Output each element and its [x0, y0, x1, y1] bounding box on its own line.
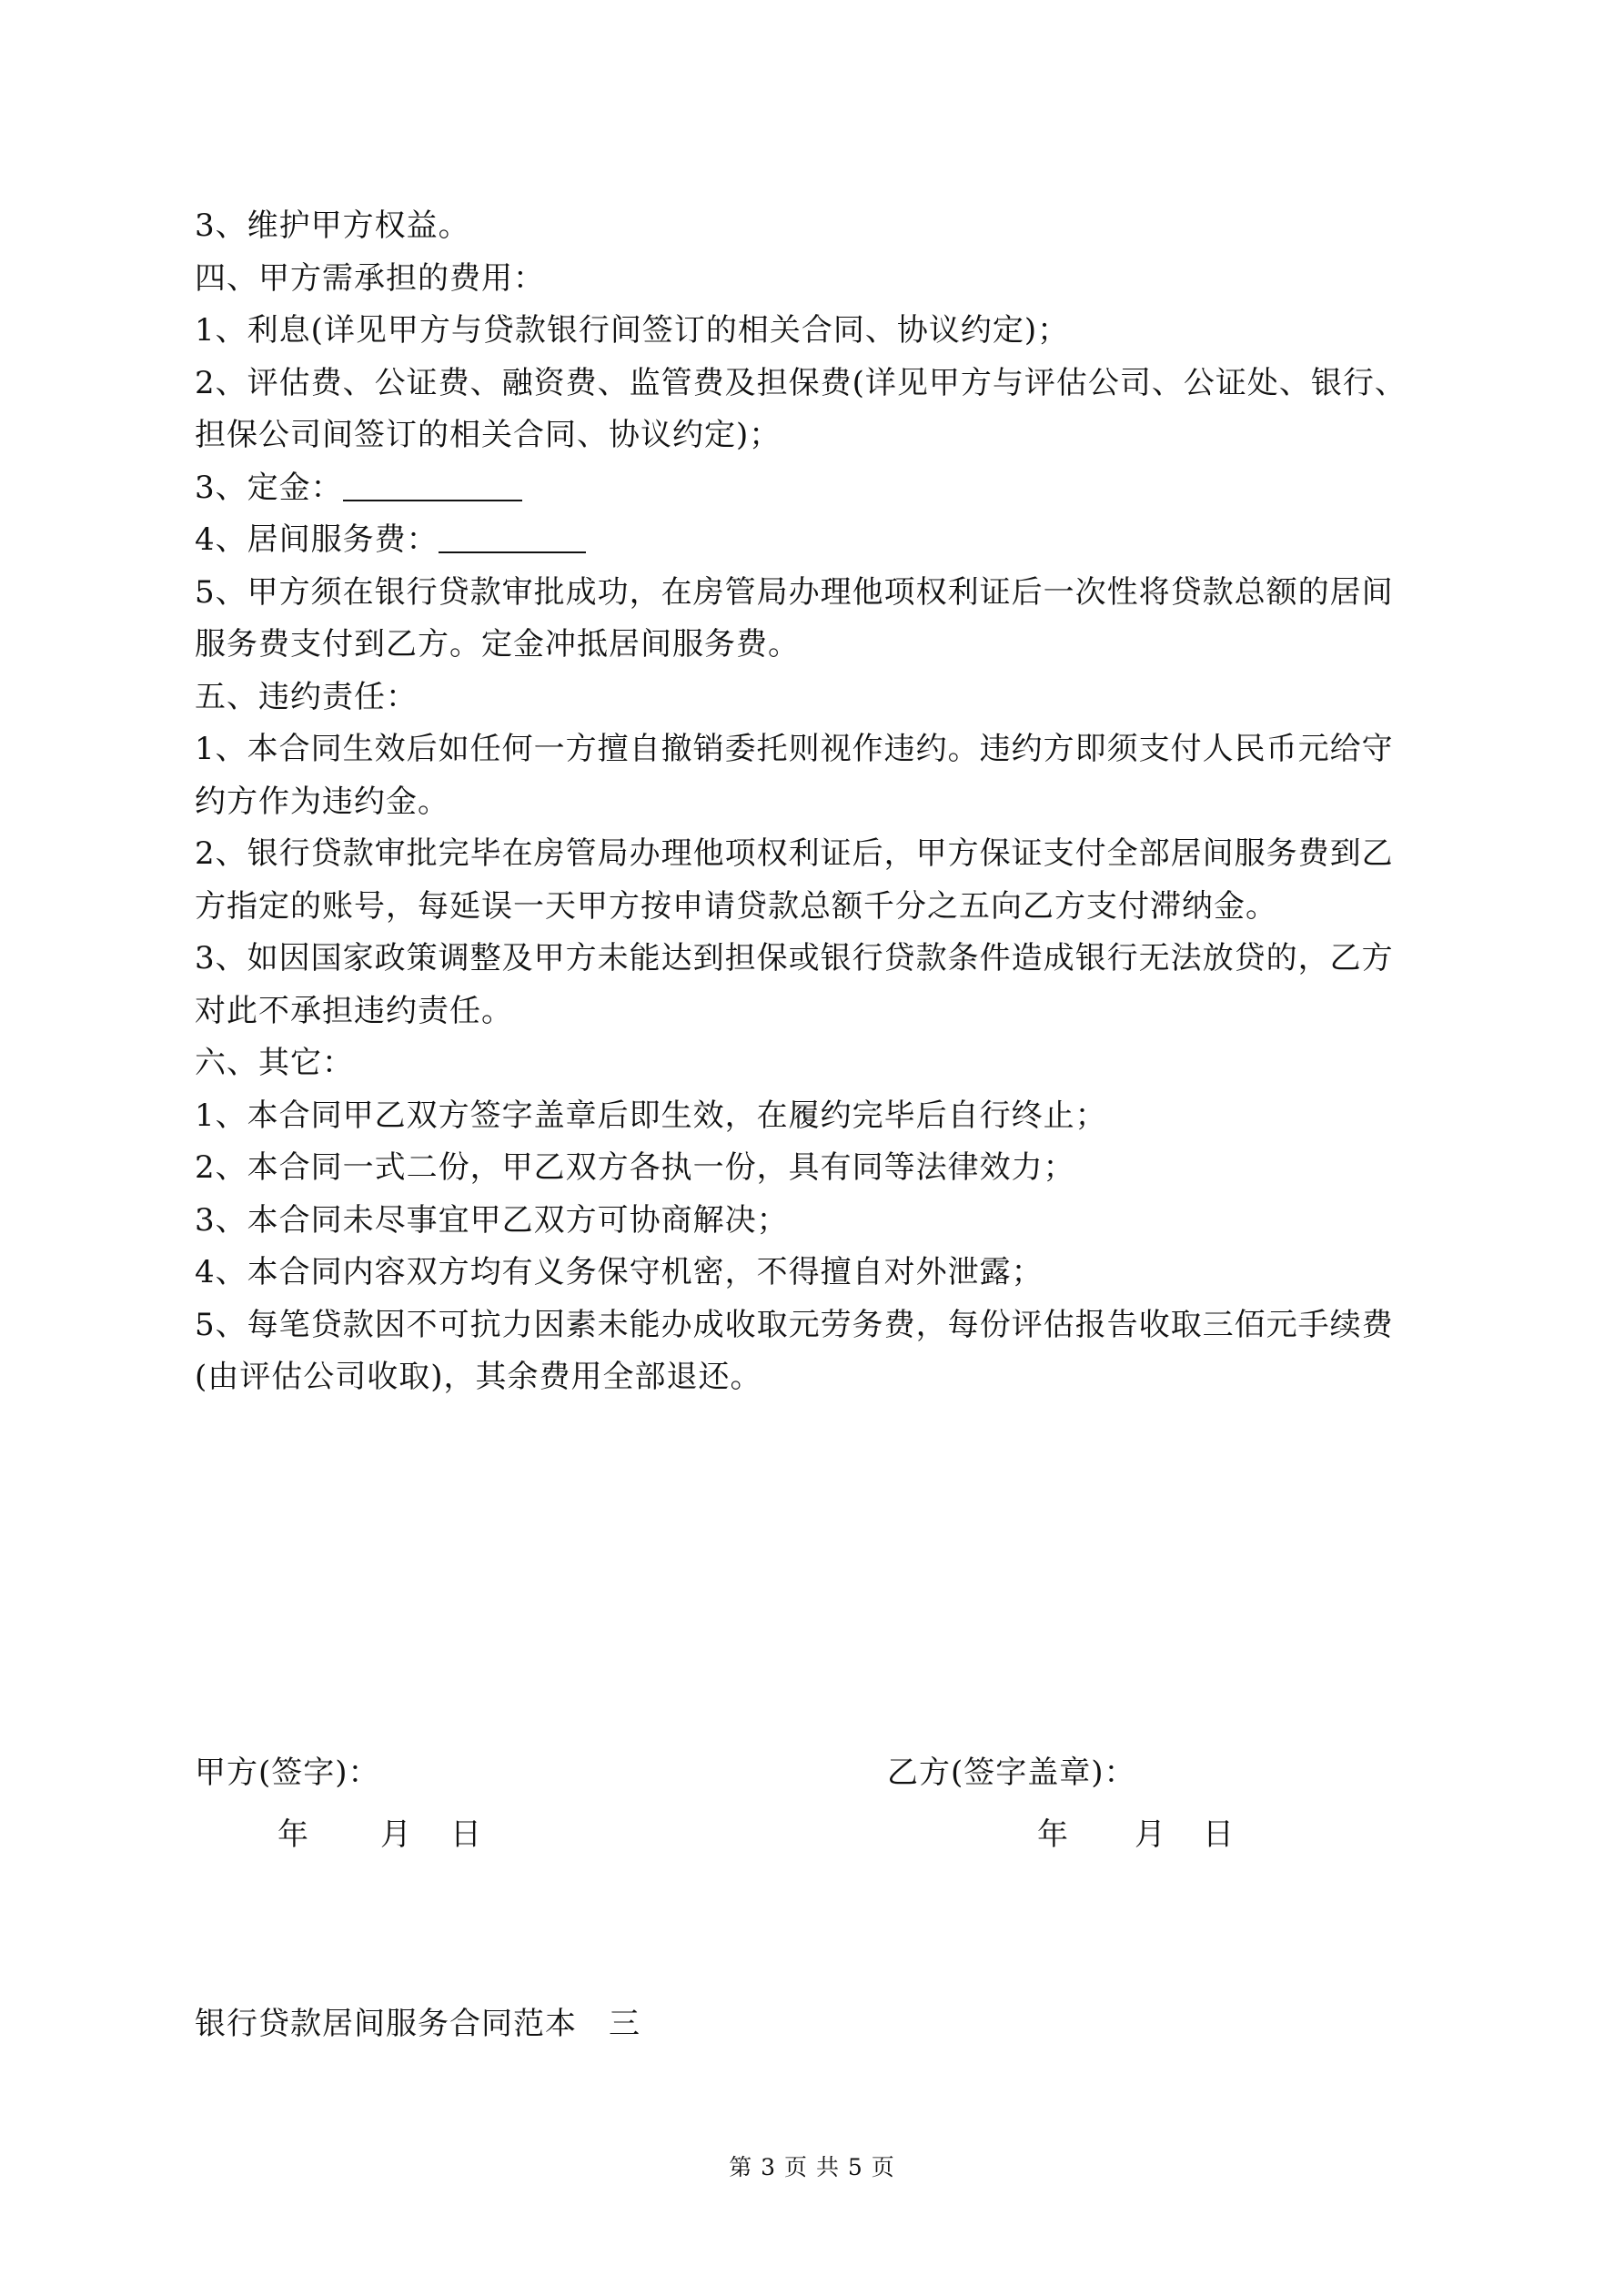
clause-line: 担保公司间签订的相关合同、协议约定)； — [195, 417, 782, 453]
party-a-date — [277, 1809, 482, 1854]
clause-line: 5、每笔贷款因不可抗力因素未能办成收取元劳务费，每份评估报告收取三佰元手续费 — [195, 1306, 1394, 1343]
clause-line: 1、本合同甲乙双方签字盖章后即生效，在履约完毕后自行终止； — [195, 1097, 1107, 1134]
deposit-line — [195, 462, 1441, 515]
clause-line: 约方作为违约金。 — [195, 783, 449, 820]
clause-line: 方指定的账号，每延误一天甲方按申请贷款总额千分之五向乙方支付滞纳金。 — [195, 887, 1277, 925]
clause-line: 对此不承担违约责任。 — [195, 992, 513, 1029]
clause-line: (由评估公司收取)，其余费用全部退还。 — [195, 1359, 762, 1395]
date-month: 月 — [380, 1816, 412, 1853]
clause-line: 4、本合同内容双方均有义务保守机密，不得擅自对外泄露； — [195, 1254, 1044, 1290]
date-year: 年 — [1037, 1816, 1069, 1853]
service-fee-blank-field[interactable] — [439, 519, 586, 553]
clause-line: 2、本合同一式二份，甲乙双方各执一份，具有同等法律效力； — [195, 1149, 1075, 1186]
clause-line: 3、维护甲方权益。 — [195, 207, 470, 244]
contract-body — [195, 200, 1441, 1404]
clause-line: 1、利息(详见甲方与贷款银行间签订的相关合同、协议约定)； — [195, 312, 1070, 349]
date-day: 日 — [450, 1816, 482, 1853]
page-footer: 第 3 页 共 5 页 — [729, 2154, 895, 2180]
deposit-blank-field[interactable] — [343, 467, 522, 501]
section-heading-fees: 四、甲方需承担的费用： — [195, 259, 545, 297]
clause-line: 1、本合同生效后如任何一方擅自撤销委托则视作违约。违约方即须支付人民币元给守 — [195, 731, 1394, 767]
clause-line: 3、本合同未尽事宜甲乙双方可协商解决； — [195, 1201, 789, 1239]
clause-line: 服务费支付到乙方。定金冲抵居间服务费。 — [195, 626, 800, 663]
clause-line: 2、评估费、公证费、融资费、监管费及担保费(详见甲方与评估公司、公证处、银行、 — [195, 364, 1407, 401]
clause-line: 2、银行贷款审批完毕在房管局办理他项权利证后，甲方保证支付全部居间服务费到乙 — [195, 835, 1394, 872]
section-heading-breach: 五、违约责任： — [195, 678, 418, 715]
deposit-label: 3、定金： — [195, 469, 343, 506]
party-a-signature-label: 甲方(签字)： — [195, 1755, 380, 1791]
clause-line: 5、甲方须在银行贷款审批成功，在房管局办理他项权利证后一次性将贷款总额的居间 — [195, 573, 1394, 611]
date-day: 日 — [1203, 1816, 1235, 1853]
date-month: 月 — [1135, 1816, 1166, 1853]
clause-line: 3、如因国家政策调整及甲方未能达到担保或银行贷款条件造成银行无法放贷的，乙方 — [195, 940, 1394, 976]
party-b-signature-label: 乙方(签字盖章)： — [887, 1755, 1136, 1791]
next-contract-title: 银行贷款居间服务合同范本 三 — [195, 2006, 641, 2042]
section-heading-other: 六、其它： — [195, 1045, 354, 1081]
service-fee-line — [195, 514, 1441, 567]
service-fee-label: 4、居间服务费： — [195, 521, 439, 558]
party-b-date — [1037, 1809, 1235, 1854]
date-year: 年 — [277, 1816, 309, 1853]
